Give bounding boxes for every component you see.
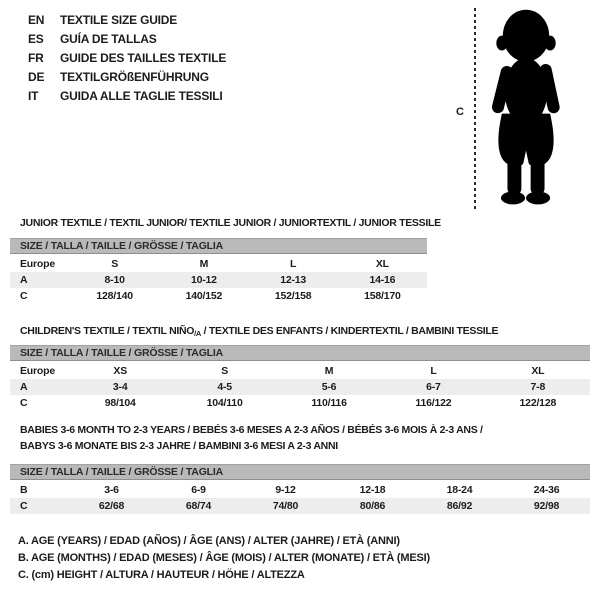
table-row-age	[10, 272, 427, 288]
language-row	[28, 67, 226, 86]
age-cell: 5-6	[321, 381, 337, 393]
section-title-subscript: /A	[194, 329, 202, 338]
table-row-europe	[10, 363, 590, 379]
size-cell: XL	[531, 365, 545, 377]
age-cell: 12-18	[359, 484, 386, 496]
language-label: TEXTILE SIZE GUIDE	[60, 12, 178, 27]
language-label: GUIDA ALLE TAGLIE TESSILI	[60, 88, 223, 103]
age-cell: 8-10	[104, 274, 125, 286]
age-cell: 6-9	[191, 484, 206, 496]
age-cell: 4-5	[217, 381, 232, 393]
size-cell: L	[290, 258, 297, 270]
height-measure-dashed-line	[474, 8, 476, 209]
age-cell: 10-12	[190, 274, 217, 286]
height-cell: 158/170	[364, 290, 401, 302]
age-cell: 7-8	[530, 381, 546, 393]
footnote-legend	[18, 535, 430, 586]
size-cell: XL	[375, 258, 389, 270]
language-row	[28, 10, 226, 29]
table-row-height	[10, 395, 590, 411]
baby-silhouette-icon	[478, 6, 574, 210]
section-title-babies	[20, 424, 483, 456]
row-label: A	[20, 381, 28, 393]
section-title-line: BABIES 3-6 MONTH TO 2-3 YEARS / BEBÉS 3-6 MESES A 2-3 AÑOS / BÉBÉS 3-6 MOIS À 2-3 ANS /	[20, 424, 483, 436]
age-cell: 14-16	[369, 274, 396, 286]
language-code: DE	[28, 69, 45, 84]
section-title-junior: JUNIOR TEXTILE / TEXTIL JUNIOR/ TEXTILE JUNIOR / JUNIORTEXTIL / JUNIOR TESSILE	[20, 217, 441, 229]
height-cell: 62/68	[98, 500, 125, 512]
age-cell: 6-7	[426, 381, 441, 393]
section-title-text: / TEXTILE DES ENFANTS / KINDERTEXTIL / BAMBINI TESSILE	[201, 325, 499, 337]
height-cell: 110/116	[311, 397, 347, 409]
language-row	[28, 29, 226, 48]
size-cell: M	[324, 365, 334, 377]
size-cell: XS	[113, 365, 127, 377]
language-code: IT	[28, 88, 39, 103]
language-row	[28, 86, 226, 105]
height-cell: 80/86	[359, 500, 386, 512]
table-row-height	[10, 288, 427, 304]
section-title-children	[20, 325, 498, 338]
row-label: C	[20, 290, 28, 302]
row-label: C	[20, 397, 28, 409]
language-list	[28, 10, 226, 105]
row-label: C	[20, 500, 28, 512]
language-code: ES	[28, 31, 44, 46]
row-label: A	[20, 274, 28, 286]
table-row-age-months	[10, 482, 590, 498]
row-label: Europe	[20, 258, 55, 270]
size-table-children	[10, 345, 590, 411]
section-title-text: CHILDREN'S TEXTILE / TEXTIL NIÑO	[20, 325, 195, 337]
table-row-age	[10, 379, 590, 395]
height-cell: 98/104	[104, 397, 136, 409]
height-cell: 116/122	[415, 397, 452, 409]
age-cell: 12-13	[280, 274, 307, 286]
height-cell: 104/110	[206, 397, 243, 409]
height-cell: 92/98	[533, 500, 560, 512]
height-cell: 152/158	[274, 290, 312, 302]
language-row	[28, 48, 226, 67]
row-label: B	[20, 484, 28, 496]
table-row-height	[10, 498, 590, 514]
table-header-band: SIZE / TALLA / TAILLE / GRÖSSE / TAGLIA	[10, 464, 590, 480]
height-cell: 128/140	[96, 290, 133, 302]
height-cell: 140/152	[185, 290, 223, 302]
table-header-band: SIZE / TALLA / TAILLE / GRÖSSE / TAGLIA	[10, 345, 590, 361]
section-title-line: BABYS 3-6 MONATE BIS 2-3 JAHRE / BAMBINI 3-6 MESI A 2-3 ANNI	[20, 440, 338, 452]
size-cell: L	[430, 365, 437, 377]
size-cell: S	[111, 258, 119, 270]
table-row-europe	[10, 256, 427, 272]
age-cell: 3-4	[112, 381, 128, 393]
language-label: TEXTILGRÖßENFÜHRUNG	[60, 69, 209, 84]
height-cell: 86/92	[446, 500, 473, 512]
row-label: Europe	[20, 365, 55, 377]
age-cell: 3-6	[104, 484, 119, 496]
age-cell: 24-36	[533, 484, 560, 496]
language-code: FR	[28, 50, 44, 65]
height-cell: 68/74	[185, 500, 212, 512]
age-cell: 18-24	[446, 484, 473, 496]
footnote-age-months: B. AGE (MONTHS) / EDAD (MESES) / ÂGE (MOIS) / ALTER (MONATE) / ETÀ (MESI)	[18, 552, 430, 564]
size-table-junior	[10, 238, 427, 304]
table-header-band: SIZE / TALLA / TAILLE / GRÖSSE / TAGLIA	[10, 238, 427, 254]
footnote-age-years: A. AGE (YEARS) / EDAD (AÑOS) / ÂGE (ANS) / ALTER (JAHRE) / ETÀ (ANNI)	[18, 535, 400, 547]
size-cell: S	[221, 365, 229, 377]
age-cell: 9-12	[275, 484, 296, 496]
language-label: GUIDE DES TAILLES TEXTILE	[60, 50, 227, 65]
language-label: GUÍA DE TALLAS	[60, 31, 157, 46]
height-cell: 122/128	[519, 397, 557, 409]
size-table-babies	[10, 464, 590, 514]
language-code: EN	[28, 12, 45, 27]
height-measure-label: C	[456, 106, 464, 118]
size-cell: M	[199, 258, 209, 270]
height-cell: 74/80	[272, 500, 299, 512]
footnote-height-cm: C. (cm) HEIGHT / ALTURA / HAUTEUR / HÖHE / ALTEZZA	[18, 569, 305, 581]
